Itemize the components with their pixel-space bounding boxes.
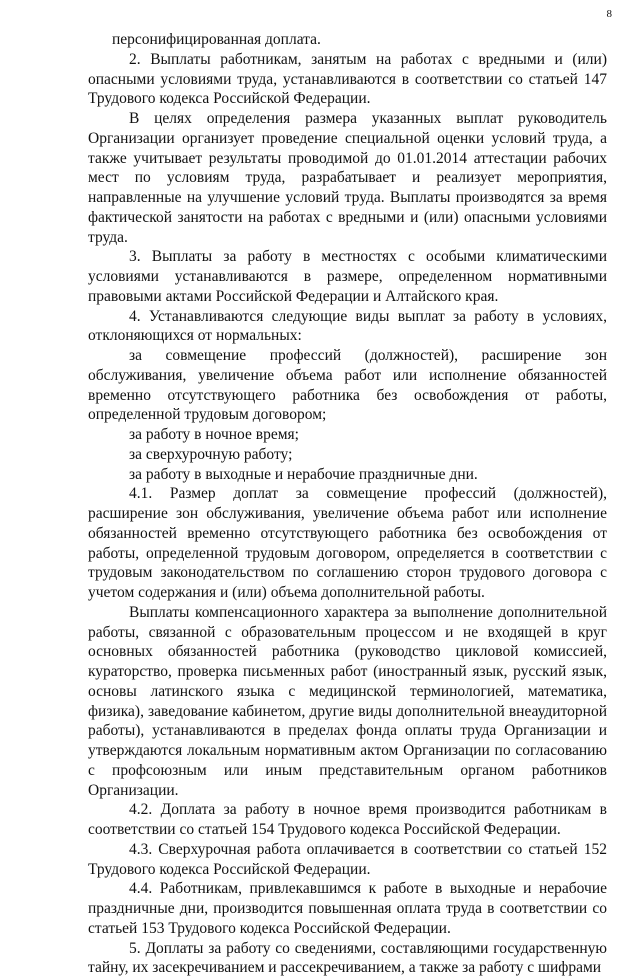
paragraph-item-5: 5. Доплаты за работу со сведениями, составляющими государственную тайну, их засекречиванием и рассекречиванием, а также за работу с шифрами — [88, 939, 607, 978]
paragraph-item-4: 4. Устанавливаются следующие виды выплат за работу в условиях, отклоняющихся от нормальных: — [88, 307, 607, 347]
paragraph-assessment: В целях определения размера указанных выплат руководитель Организации организует проведение специальной оценки условий труда, а также учитывает результаты проводимой до 01.01.2014 аттестации рабочих мест по условиям труда, разрабатывает и реализует мероприятия, направленные на улучшение условий труда. Выплаты производятся за время фактической занятости на работах с вредными и (или) опасными условиями труда. — [88, 109, 607, 247]
paragraph-item-4-1: 4.1. Размер доплат за совмещение профессий (должностей), расширение зон обслуживания, увеличение объема работ или исполнение обязанностей временно отсутствующего работника без освобождения от работы, определенной трудовым договором, определяется в соответствии с трудовым законодательством по соглашению сторон трудового договора с учетом содержания и (или) объема дополнительной работы. — [88, 484, 607, 603]
paragraph-item-4-3: 4.3. Сверхурочная работа оплачивается в соответствии со статьей 152 Трудового кодекса Российской Федерации. — [88, 840, 607, 880]
document-body — [88, 30, 607, 978]
list-item-holidays: за работу в выходные и нерабочие праздничные дни. — [88, 465, 607, 485]
list-item-overtime: за сверхурочную работу; — [88, 445, 607, 465]
paragraph-item-4-4: 4.4. Работникам, привлекавшимся к работе в выходные и нерабочие праздничные дни, производится повышенная оплата труда в соответствии со статьей 153 Трудового кодекса Российской Федерации. — [88, 879, 607, 938]
paragraph-continuation: персонифицированная доплата. — [88, 30, 607, 50]
paragraph-item-4-2: 4.2. Доплата за работу в ночное время производится работникам в соответствии со статьей 154 Трудового кодекса Российской Федерации. — [88, 800, 607, 840]
paragraph-item-2: 2. Выплаты работникам, занятым на работах с вредными и (или) опасными условиями труда, устанавливаются в соответствии со статьей 147 Трудового кодекса Российской Федерации. — [88, 50, 607, 109]
paragraph-additional-work: Выплаты компенсационного характера за выполнение дополнительной работы, связанной с образовательным процессом и не входящей в круг основных обязанностей работника (руководство цикловой комиссией, кураторство, проверка письменных работ (иностранный язык, русский язык, основы латинского языка с медицинской терминологией, математика, физика), заведование кабинетом, другие виды дополнительной внеаудиторной работы), устанавливаются в пределах фонда оплаты труда Организации и утверждаются локальным нормативным актом Организации по согласованию с профсоюзным или иным представительным органом работников Организации. — [88, 603, 607, 801]
list-item-combination: за совмещение профессий (должностей), расширение зон обслуживания, увеличение объема работ или исполнение обязанностей временно отсутствующего работника без освобождения от работы, определенной трудовым договором; — [88, 346, 607, 425]
page-number: 8 — [607, 8, 613, 20]
paragraph-item-3: 3. Выплаты за работу в местностях с особыми климатическими условиями устанавливаются в размере, определенном нормативными правовыми актами Российской Федерации и Алтайского края. — [88, 247, 607, 306]
list-item-night: за работу в ночное время; — [88, 425, 607, 445]
